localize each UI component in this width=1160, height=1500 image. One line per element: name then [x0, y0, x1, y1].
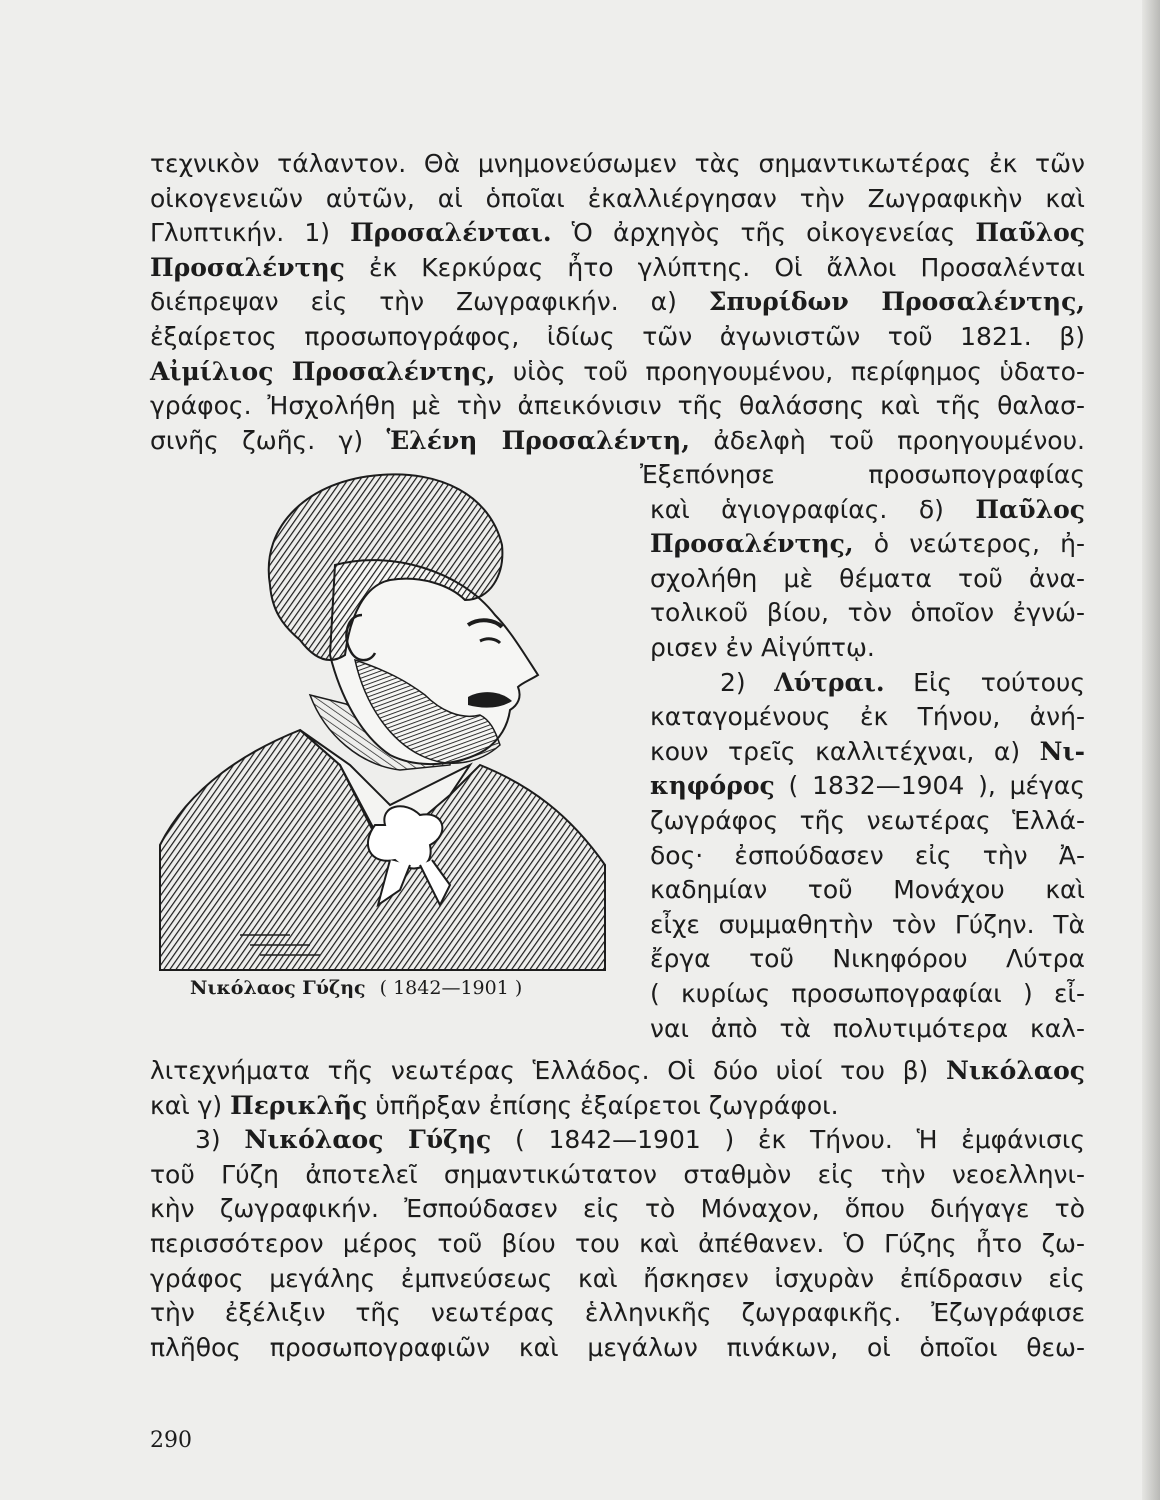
text-line	[650, 596, 1085, 630]
text-line	[150, 424, 1085, 458]
text-span: καδημίαν τοῦ Μονάχου καὶ	[650, 875, 1085, 905]
text-line	[650, 804, 1085, 838]
text-span: Γλυπτικήν. 1)	[150, 218, 351, 248]
text-line	[150, 1296, 1085, 1330]
text-span: 2)	[720, 667, 775, 697]
text-span: ζωγράφος τῆς νεωτέρας Ἑλλά-	[650, 806, 1085, 835]
text-span: καταγομένους ἐκ Τήνου, ἀνή-	[650, 702, 1085, 732]
text-line	[150, 216, 1085, 250]
bold-name-span: Σπυρίδων Προσαλέντης,	[708, 287, 1085, 317]
bold-name-span: Προσαλέντης	[150, 252, 345, 282]
text-line	[650, 700, 1085, 734]
bold-name-span: κηφόρος	[650, 771, 775, 801]
text-span: περισσότερον μέρος τοῦ βίου του καὶ ἀπέθανεν. Ὁ Γύζης ἦτο ζω-	[150, 1229, 1085, 1258]
text-span: ναι ἀπὸ τὰ πολυτιμότερα καλ-	[650, 1013, 1085, 1043]
text-span: διέπρεψαν εἰς τὴν Ζωγραφικήν. α)	[150, 287, 709, 317]
text-span: Εἰς τούτους	[884, 667, 1086, 697]
text-span: τοῦ Γύζη ἀποτελεῖ σημαντικώτατον σταθμὸν εἰς τὴν νεοελληνι-	[150, 1159, 1085, 1189]
text-line	[150, 1089, 1085, 1123]
text-span: καὶ ἁγιογραφίας. δ)	[650, 494, 976, 524]
text-line	[150, 355, 1085, 389]
bold-name-span: Περικλῆς	[230, 1090, 368, 1120]
bold-name-span: Νι-	[1039, 736, 1085, 766]
text-span: λιτεχνήματα τῆς νεωτέρας Ἑλλάδος. Οἱ δύο υἱοί του β)	[150, 1056, 946, 1085]
text-line	[650, 908, 1085, 942]
text-span: εἶχε συμμαθητὴν τὸν Γύζην. Τὰ	[650, 909, 1085, 939]
text-span: τὴν ἐξέλιξιν τῆς νεωτέρας ἑλληνικῆς ζωγραφικῆς. Ἐζωγράφισε	[150, 1298, 1085, 1328]
text-span: καὶ γ)	[150, 1090, 231, 1120]
text-line	[650, 735, 1085, 769]
text-line	[650, 942, 1085, 976]
text-span: ( κυρίως προσωπογραφίαι ) εἶ-	[650, 979, 1085, 1008]
bold-name-span: Προσαλέντης,	[650, 529, 854, 559]
text-span: δος· ἐσπούδασεν εἰς τὴν Ἀ-	[650, 840, 1085, 870]
bold-name-span: Αἰμίλιος Προσαλέντης,	[150, 356, 496, 386]
text-line	[150, 285, 1085, 319]
text-span: ὁ νεώτερος, ἠ-	[853, 529, 1085, 559]
text-span: πλῆθος προσωπογραφιῶν καὶ μεγάλων πινάκων, οἱ ὁποῖοι θεω-	[150, 1332, 1085, 1362]
text-line	[150, 1227, 1085, 1261]
text-span: ( 1842—1901 ) ἐκ Τήνου. Ἡ ἐμφάνισις	[491, 1125, 1086, 1155]
text-span: κὴν ζωγραφικήν. Ἐσπούδασεν εἰς τὸ Μόναχον, ὅπου διήγαγε τὸ	[150, 1194, 1085, 1224]
text-span: ἐκ Κερκύρας ἦτο γλύπτης. Οἱ ἄλλοι Προσαλένται	[344, 252, 1085, 282]
bold-name-span: Λύτραι.	[774, 667, 885, 697]
bold-name-span: Νικόλαος Γύζης	[244, 1125, 492, 1155]
portrait-engraving	[150, 465, 610, 975]
text-line	[150, 320, 1085, 354]
text-span: κουν τρεῖς καλλιτέχναι, α)	[650, 736, 1040, 766]
text-line	[650, 839, 1085, 873]
text-span: Ὁ ἀρχηγὸς τῆς οἰκογενείας	[551, 218, 976, 248]
text-line	[650, 769, 1085, 803]
caption-name: Νικόλαος Γύζης	[190, 977, 366, 999]
text-line	[150, 1262, 1085, 1296]
text-line	[150, 389, 1085, 423]
text-span: ἐξαίρετος προσωπογράφος, ἰδίως τῶν ἀγωνιστῶν τοῦ 1821. β)	[150, 322, 1085, 351]
text-span: τεχνικὸν τάλαντον. Θὰ μνημονεύσωμεν τὰς σημαντικωτέρας ἐκ τῶν	[150, 149, 1085, 178]
text-span: 3)	[195, 1125, 245, 1155]
text-span: τολικοῦ βίου, τὸν ὁποῖον ἐγνώ-	[650, 598, 1085, 628]
text-span: ἔργα τοῦ Νικηφόρου Λύτρα	[650, 944, 1085, 974]
text-span: σινῆς ζωῆς. γ)	[150, 425, 387, 455]
bold-name-span: Παῦλος	[975, 494, 1085, 524]
text-line	[640, 458, 1085, 492]
bold-name-span: Ἑλένη Προσαλέντη,	[386, 425, 690, 455]
bold-name-span: Νικόλαος	[945, 1056, 1085, 1085]
text-line	[650, 493, 1085, 527]
text-span: ρισεν ἐν Αἰγύπτῳ.	[650, 633, 875, 662]
text-line	[650, 873, 1085, 907]
text-line	[150, 1192, 1085, 1226]
text-line	[650, 977, 1085, 1011]
text-line	[195, 1123, 1085, 1157]
bold-name-span: Παῦλος	[975, 218, 1085, 248]
text-line	[650, 631, 1085, 665]
text-span: ἀδελφὴ τοῦ προηγουμένου.	[689, 425, 1086, 455]
text-line	[720, 666, 1085, 700]
text-span: γράφος. Ἠσχολήθη μὲ τὴν ἀπεικόνισιν τῆς θαλάσσης καὶ τῆς θαλασ-	[150, 391, 1085, 421]
text-line	[150, 182, 1085, 216]
text-span: Ἐξεπόνησε προσωπογραφίας	[640, 460, 1085, 489]
page-number: 290	[150, 1428, 192, 1453]
text-line	[650, 527, 1085, 561]
text-span: γράφος μεγάλης ἐμπνεύσεως καὶ ἤσκησεν ἰσχυρὰν ἐπίδρασιν εἰς	[150, 1263, 1085, 1293]
text-line	[150, 1054, 1085, 1088]
text-span: οἰκογενειῶν αὐτῶν, αἱ ὁποῖαι ἐκαλλιέργησαν τὴν Ζωγραφικὴν καὶ	[150, 183, 1085, 213]
bold-name-span: Προσαλένται.	[350, 218, 552, 248]
text-line	[650, 1012, 1085, 1046]
text-span: σχολήθη μὲ θέματα τοῦ ἀνα-	[650, 563, 1085, 593]
text-line	[650, 562, 1085, 596]
text-line	[150, 147, 1085, 181]
portrait-caption	[190, 973, 522, 1003]
text-line	[150, 1331, 1085, 1365]
text-span: ὑπῆρξαν ἐπίσης ἐξαίρετοι ζωγράφοι.	[367, 1090, 839, 1120]
page-spine-shadow	[1142, 0, 1160, 1500]
caption-years: ( 1842—1901 )	[379, 977, 523, 999]
text-span: ( 1832—1904 ), μέγας	[774, 771, 1085, 801]
text-span: υἱὸς τοῦ προηγουμένου, περίφημος ὑδατο-	[495, 356, 1086, 386]
text-line	[150, 1158, 1085, 1192]
text-line	[150, 251, 1085, 285]
